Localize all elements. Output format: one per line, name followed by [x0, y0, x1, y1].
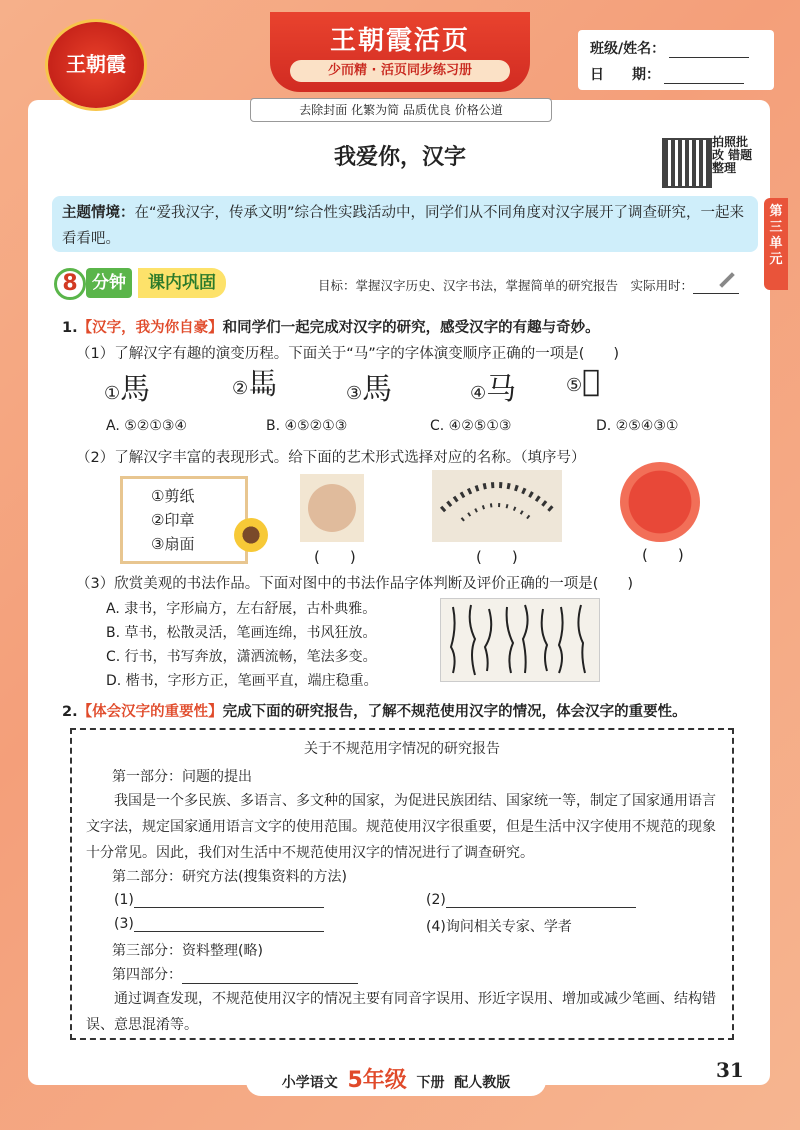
fan-image — [432, 470, 562, 542]
report-title: 关于不规范用字情况的研究报告 — [304, 741, 500, 757]
method-1-field[interactable] — [134, 893, 324, 908]
report-paragraph-2: 通过调查发现，不规范使用汉字的情况主要有同音字误用、形近字误用、增加或减少笔画、结构错误、意思混淆等。 — [86, 991, 716, 1033]
method-2-label: (2) — [426, 892, 446, 908]
class-name-label: 班级/姓名： — [590, 41, 666, 57]
unit-tab: 第三单元 — [764, 198, 788, 290]
section-minutes: 分钟 — [86, 268, 132, 298]
method-1 — [114, 892, 324, 908]
glyph-num: ⑤ — [566, 375, 583, 396]
part-4-label: 第四部分： — [112, 967, 182, 983]
publisher-logo — [48, 22, 144, 108]
class-name-field[interactable] — [669, 43, 749, 58]
q1-tag: 【汉字，我为你自豪】 — [77, 320, 223, 336]
banner-title: 王朝霞活页 — [329, 26, 470, 56]
glyph-num: ② — [232, 378, 249, 399]
slogan: 去除封面 化繁为简 品质优良 价格公道 — [250, 98, 552, 122]
method-3-field[interactable] — [134, 917, 324, 932]
question-2 — [62, 700, 687, 721]
report-paragraph-1: 我国是一个多民族、多语言、多文种的国家，为促进民族团结、国家统一等，制定了国家通用语言文字法，规定国家通用语言文字的使用范围。规范使用汉字很重要，但是生活中汉字使用不规范的现象十分常见。因此，我们对生活中不规范使用汉字的情况进行了调查研究。 — [86, 793, 716, 861]
q1-1-option-c[interactable]: C. ④②⑤①③ — [430, 418, 512, 434]
q1-3-option-a[interactable]: A. 隶书，字形扁方，左右舒展，古朴典雅。 — [106, 601, 377, 617]
qr-label: 拍照批改 错题整理 — [712, 135, 753, 175]
scenario-text: 在“爱我汉字，传承文明”综合性实践活动中，同学们从不同角度对汉字展开了调查研究，一起来看看吧。 — [62, 205, 745, 247]
section-goal — [318, 276, 739, 294]
glyph-2 — [232, 364, 278, 402]
glyph-5 — [566, 364, 600, 399]
question-1-2: （2）了解汉字丰富的表现形式。给下面的艺术形式选择对应的名称。（填序号） — [76, 450, 586, 466]
glyph-num: ④ — [470, 383, 487, 404]
q1-3-option-d[interactable]: D. 楷书，字形方正，笔画平直，端庄稳重。 — [106, 673, 378, 689]
report-part-2: 第二部分：研究方法(搜集资料的方法) — [112, 869, 347, 885]
page-number: 31 — [716, 1058, 744, 1082]
report-part-3: 第三部分：资料整理(略) — [112, 943, 263, 959]
q2-tag: 【体会汉字的重要性】 — [77, 704, 223, 720]
glyph-3 — [346, 364, 392, 408]
question-1-3: （3）欣赏美观的书法作品。下面对图中的书法作品字体判断及评价正确的一项是( ) — [76, 576, 634, 592]
q1-1-option-b[interactable]: B. ④⑤②①③ — [266, 418, 348, 434]
glyph-num: ① — [104, 383, 121, 404]
question-1-1: （1）了解汉字有趣的演变历程。下面关于“马”字的字体演变顺序正确的一项是( ) — [76, 346, 620, 362]
footer-subject: 小学语文 — [281, 1075, 338, 1091]
research-report-box — [70, 728, 734, 1040]
scenario-box — [52, 196, 758, 252]
glyph-char: 馬 — [362, 372, 393, 407]
report-part-4 — [112, 964, 358, 984]
form-papercut: ①剪纸 — [151, 487, 195, 505]
form-seal: ②印章 — [151, 511, 195, 529]
date-field[interactable] — [664, 69, 744, 84]
q2-number: 2. — [62, 704, 78, 720]
glyph-1 — [104, 364, 150, 408]
method-2-field[interactable] — [446, 893, 636, 908]
glyph-char: 𩡧 — [248, 367, 279, 402]
scenario-label: 主题情境： — [62, 205, 135, 221]
glyph-char: 马 — [486, 372, 517, 407]
fan-drawing — [432, 470, 562, 542]
q1-1-option-d[interactable]: D. ②⑤④③① — [596, 418, 679, 434]
footer-grade: 5年级 — [347, 1068, 407, 1093]
banner-subtitle: 少而精 · 活页同步练习册 — [290, 60, 510, 82]
date-row — [590, 64, 744, 84]
method-2 — [426, 892, 636, 908]
footer-info — [246, 1066, 546, 1096]
logo-text: 王朝霞 — [66, 52, 126, 76]
seal-mark — [308, 484, 356, 532]
report-part-1: 第一部分：问题的提出 — [112, 769, 252, 785]
section-name: 课内巩固 — [138, 268, 226, 298]
part-4-field[interactable] — [182, 969, 358, 984]
q1-1-option-a[interactable]: A. ⑤②①③④ — [106, 418, 187, 434]
student-info-box — [578, 30, 774, 90]
method-3 — [114, 916, 324, 932]
glyph-char: 馬 — [120, 372, 151, 407]
answer-paren-2[interactable]: ( ) — [476, 548, 518, 566]
footer-edition: 配人教版 — [454, 1075, 511, 1091]
q1-text: 和同学们一起完成对汉字的研究，感受汉字的有趣与奇妙。 — [222, 320, 600, 336]
answer-paren-1[interactable]: ( ) — [314, 548, 356, 566]
glyph-4 — [470, 364, 516, 408]
calligraphy-image — [440, 598, 600, 682]
calligraphy-strokes — [441, 599, 599, 681]
goal-text: 目标：掌握汉字历史、汉字书法，掌握简单的研究报告 实际用时： — [318, 278, 694, 293]
section-number: 8 — [54, 268, 86, 300]
class-name-row — [590, 38, 749, 58]
q1-3-option-c[interactable]: C. 行书，书写奔放，潇洒流畅，笔法多变。 — [106, 649, 377, 665]
q2-text: 完成下面的研究报告，了解不规范使用汉字的情况，体会汉字的重要性。 — [222, 704, 687, 720]
method-1-label: (1) — [114, 892, 134, 908]
method-4: (4)询问相关专家、学者 — [426, 919, 572, 935]
footer-volume: 下册 — [416, 1075, 445, 1091]
glyph-char: 𢒂 — [582, 364, 601, 399]
seal-image — [300, 474, 364, 542]
glyph-num: ③ — [346, 383, 363, 404]
papercut-image — [620, 462, 700, 542]
answer-paren-3[interactable]: ( ) — [642, 546, 684, 564]
art-form-names-box — [120, 476, 248, 564]
date-label: 日 期： — [590, 67, 660, 83]
q1-number: 1. — [62, 320, 78, 336]
method-3-label: (3) — [114, 916, 134, 932]
qr-code-icon[interactable] — [662, 138, 712, 188]
form-fan: ③扇面 — [151, 535, 195, 553]
q1-3-option-b[interactable]: B. 草书，松散灵活，笔画连绵，书风狂放。 — [106, 625, 377, 641]
question-1 — [62, 316, 600, 337]
page-title: 我爱你，汉字 — [333, 145, 466, 170]
sunflower-icon — [234, 518, 268, 552]
time-used-field[interactable] — [693, 281, 739, 294]
series-banner — [270, 12, 530, 92]
